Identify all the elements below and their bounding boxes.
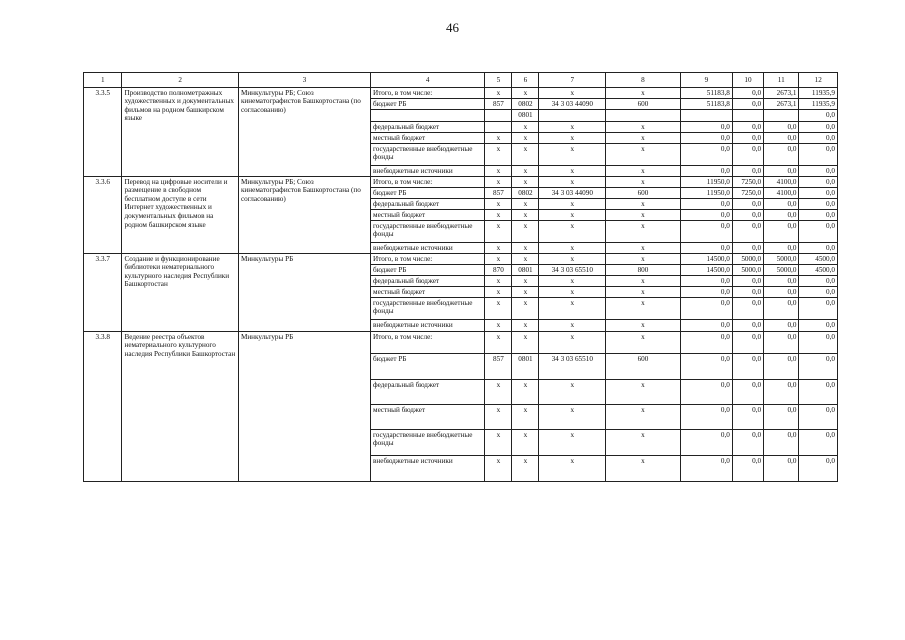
col5-cell: х [485,166,512,177]
col8-cell: х [606,177,681,188]
col7-cell: 34 3 03 44090 [539,99,606,110]
funding-source: местный бюджет [371,287,485,298]
col9-cell: 0,0 [680,320,732,332]
col11-cell: 0,0 [764,221,799,243]
col5-cell [485,122,512,133]
col7-cell: х [539,166,606,177]
col10-cell: 5000,0 [732,265,763,276]
col10-cell: 7250,0 [732,188,763,199]
col7-cell: х [539,88,606,99]
col12-cell: 0,0 [799,144,838,166]
col8-cell: х [606,133,681,144]
col6-cell: х [512,144,539,166]
col9-cell: 0,0 [680,144,732,166]
col8-cell: х [606,243,681,254]
item-number: 3.3.8 [84,332,122,482]
col10-cell: 0,0 [732,430,763,456]
col8-cell: 600 [606,99,681,110]
col7-cell: 34 3 03 65510 [539,265,606,276]
col5-cell: х [485,380,512,405]
header-cell: 7 [539,73,606,88]
col5-cell: 857 [485,354,512,380]
item-number: 3.3.6 [84,177,122,254]
funding-source: федеральный бюджет [371,276,485,287]
col10-cell: 0,0 [732,221,763,243]
col12-cell: 0,0 [799,110,838,122]
table-row [84,254,838,265]
col5-cell: х [485,254,512,265]
executor: Минкультуры РБ [238,254,370,332]
col8-cell: х [606,221,681,243]
funding-source: государственные внебюджетные фонды [371,430,485,456]
funding-source [371,110,485,122]
col12-cell: 0,0 [799,332,838,354]
header-cell: 1 [84,73,122,88]
header-cell: 3 [238,73,370,88]
col5-cell: х [485,276,512,287]
header-cell: 11 [764,73,799,88]
col11-cell: 4100,0 [764,177,799,188]
col5-cell: 870 [485,265,512,276]
col10-cell: 0,0 [732,298,763,320]
col10-cell [732,110,763,122]
col12-cell: 0,0 [799,405,838,430]
col9-cell: 0,0 [680,456,732,482]
funding-source: Итого, в том числе: [371,332,485,354]
col11-cell: 0,0 [764,332,799,354]
col10-cell: 0,0 [732,332,763,354]
col5-cell: х [485,287,512,298]
col9-cell: 0,0 [680,405,732,430]
col12-cell: 11935,9 [799,99,838,110]
funding-source: бюджет РБ [371,265,485,276]
header-cell: 10 [732,73,763,88]
col6-cell: 0801 [512,354,539,380]
header-cell: 12 [799,73,838,88]
col8-cell: х [606,144,681,166]
header-cell: 5 [485,73,512,88]
funding-source: местный бюджет [371,133,485,144]
table-row [84,332,838,354]
col10-cell: 0,0 [732,122,763,133]
col7-cell: х [539,221,606,243]
col5-cell: х [485,430,512,456]
col8-cell: 600 [606,354,681,380]
col8-cell: х [606,405,681,430]
col7-cell: х [539,456,606,482]
col7-cell: х [539,298,606,320]
col9-cell: 51183,8 [680,99,732,110]
col9-cell: 11950,0 [680,177,732,188]
header-cell: 8 [606,73,681,88]
funding-source: государственные внебюджетные фонды [371,298,485,320]
col9-cell: 0,0 [680,199,732,210]
col6-cell: х [512,133,539,144]
col6-cell: х [512,122,539,133]
col8-cell [606,110,681,122]
col8-cell: х [606,122,681,133]
col9-cell: 0,0 [680,243,732,254]
col7-cell: х [539,243,606,254]
col9-cell [680,110,732,122]
col11-cell [764,110,799,122]
col12-cell: 0,0 [799,430,838,456]
col11-cell: 0,0 [764,122,799,133]
col10-cell: 0,0 [732,99,763,110]
col5-cell: х [485,456,512,482]
col9-cell: 0,0 [680,133,732,144]
col6-cell: х [512,298,539,320]
col6-cell: х [512,430,539,456]
funding-source: внебюджетные источники [371,320,485,332]
item-number: 3.3.7 [84,254,122,332]
col6-cell: х [512,287,539,298]
col11-cell: 0,0 [764,354,799,380]
col10-cell: 7250,0 [732,177,763,188]
col12-cell: 0,0 [799,133,838,144]
col9-cell: 0,0 [680,210,732,221]
col5-cell: х [485,210,512,221]
col8-cell: х [606,430,681,456]
col11-cell: 2673,1 [764,88,799,99]
col11-cell: 0,0 [764,133,799,144]
col9-cell: 0,0 [680,354,732,380]
col9-cell: 0,0 [680,221,732,243]
col11-cell: 0,0 [764,144,799,166]
col8-cell: 800 [606,265,681,276]
col12-cell: 0,0 [799,380,838,405]
col12-cell: 11935,9 [799,88,838,99]
col5-cell: х [485,243,512,254]
col10-cell: 0,0 [732,210,763,221]
col12-cell: 0,0 [799,287,838,298]
col7-cell [539,110,606,122]
col7-cell: х [539,276,606,287]
funding-source: местный бюджет [371,210,485,221]
col11-cell: 0,0 [764,243,799,254]
col6-cell: х [512,177,539,188]
activity-name: Создание и функционирование библиотеки нематериального культурного наследия Республики Башкортостан [122,254,238,332]
col7-cell: х [539,430,606,456]
col11-cell: 0,0 [764,199,799,210]
col6-cell: х [512,276,539,287]
col11-cell: 4100,0 [764,188,799,199]
funding-source: Итого, в том числе: [371,177,485,188]
col7-cell: х [539,405,606,430]
col11-cell: 2673,1 [764,99,799,110]
col11-cell: 0,0 [764,405,799,430]
col10-cell: 0,0 [732,243,763,254]
col8-cell: 600 [606,188,681,199]
table-row [84,177,838,188]
col10-cell: 0,0 [732,380,763,405]
col5-cell: х [485,199,512,210]
col5-cell: х [485,177,512,188]
col6-cell: х [512,221,539,243]
col5-cell: 857 [485,99,512,110]
col11-cell: 0,0 [764,430,799,456]
col7-cell: х [539,320,606,332]
col12-cell: 0,0 [799,354,838,380]
funding-source: внебюджетные источники [371,456,485,482]
item-number: 3.3.5 [84,88,122,177]
col7-cell: х [539,287,606,298]
col7-cell: х [539,254,606,265]
header-cell: 6 [512,73,539,88]
col5-cell: х [485,88,512,99]
executor: Минкультуры РБ; Союз кинематографистов Башкортостана (по согласованию) [238,177,370,254]
funding-source: внебюджетные источники [371,243,485,254]
col6-cell: 0802 [512,99,539,110]
col12-cell: 0,0 [799,199,838,210]
col12-cell: 0,0 [799,320,838,332]
funding-source: бюджет РБ [371,188,485,199]
col6-cell: 0801 [512,110,539,122]
col7-cell: х [539,177,606,188]
page-number: 46 [446,20,459,35]
funding-source: бюджет РБ [371,354,485,380]
col6-cell: 0801 [512,265,539,276]
col6-cell: х [512,199,539,210]
col8-cell: х [606,332,681,354]
col6-cell: х [512,320,539,332]
executor: Минкультуры РБ [238,332,370,482]
col6-cell: х [512,405,539,430]
funding-source: государственные внебюджетные фонды [371,221,485,243]
col11-cell: 0,0 [764,276,799,287]
col6-cell: х [512,88,539,99]
activity-name: Ведение реестра объектов нематериального культурного наследия Республики Башкортостан [122,332,238,482]
funding-source: федеральный бюджет [371,380,485,405]
table-body [84,88,838,482]
col10-cell: 0,0 [732,276,763,287]
col9-cell: 0,0 [680,430,732,456]
col11-cell: 0,0 [764,166,799,177]
col5-cell: х [485,405,512,430]
col11-cell: 0,0 [764,320,799,332]
col10-cell: 0,0 [732,199,763,210]
col8-cell: х [606,276,681,287]
col7-cell: 34 3 03 65510 [539,354,606,380]
col9-cell: 0,0 [680,287,732,298]
col7-cell: х [539,380,606,405]
funding-source: государственные внебюджетные фонды [371,144,485,166]
col6-cell: х [512,456,539,482]
col10-cell: 0,0 [732,405,763,430]
col11-cell: 5000,0 [764,254,799,265]
col10-cell: 0,0 [732,287,763,298]
col9-cell: 0,0 [680,122,732,133]
executor: Минкультуры РБ; Союз кинематографистов Башкортостана (по согласованию) [238,88,370,177]
col10-cell: 0,0 [732,320,763,332]
col5-cell: х [485,133,512,144]
col7-cell: х [539,210,606,221]
budget-table [83,72,838,482]
col5-cell: х [485,320,512,332]
col11-cell: 0,0 [764,287,799,298]
activity-name: Производство полнометражных художественных и документальных фильмов на родном башкирском языке [122,88,238,177]
col10-cell: 0,0 [732,133,763,144]
col6-cell: 0802 [512,188,539,199]
col7-cell: х [539,122,606,133]
funding-source: федеральный бюджет [371,199,485,210]
col8-cell: х [606,380,681,405]
col11-cell: 0,0 [764,210,799,221]
funding-source: Итого, в том числе: [371,254,485,265]
col12-cell: 4500,0 [799,265,838,276]
col9-cell: 0,0 [680,276,732,287]
col8-cell: х [606,166,681,177]
activity-name: Перевод на цифровые носители и размещение в свободном бесплатном доступе в сети Интернет художественных и документальных фильмов на родном башкирском языке [122,177,238,254]
col12-cell: 0,0 [799,456,838,482]
col9-cell: 0,0 [680,166,732,177]
funding-source: бюджет РБ [371,99,485,110]
col5-cell: 857 [485,188,512,199]
col10-cell: 0,0 [732,88,763,99]
col10-cell: 0,0 [732,456,763,482]
col5-cell: х [485,144,512,166]
col9-cell: 0,0 [680,298,732,320]
funding-source: внебюджетные источники [371,166,485,177]
col6-cell: х [512,380,539,405]
col7-cell: х [539,332,606,354]
col11-cell: 0,0 [764,456,799,482]
col12-cell: 0,0 [799,122,838,133]
funding-source: федеральный бюджет [371,122,485,133]
funding-source: Итого, в том числе: [371,88,485,99]
col5-cell: х [485,298,512,320]
col10-cell: 0,0 [732,144,763,166]
col12-cell: 0,0 [799,243,838,254]
col12-cell: 0,0 [799,166,838,177]
col9-cell: 14500,0 [680,265,732,276]
col9-cell: 14500,0 [680,254,732,265]
header-row [84,73,838,88]
col12-cell: 0,0 [799,177,838,188]
col9-cell: 0,0 [680,380,732,405]
col6-cell: х [512,166,539,177]
col8-cell: х [606,210,681,221]
col6-cell: х [512,254,539,265]
col11-cell: 5000,0 [764,265,799,276]
col12-cell: 4500,0 [799,254,838,265]
col11-cell: 0,0 [764,380,799,405]
col12-cell: 0,0 [799,298,838,320]
header-cell: 4 [371,73,485,88]
col12-cell: 0,0 [799,276,838,287]
col8-cell: х [606,320,681,332]
col9-cell: 11950,0 [680,188,732,199]
col8-cell: х [606,88,681,99]
col6-cell: х [512,210,539,221]
col9-cell: 0,0 [680,332,732,354]
col5-cell [485,110,512,122]
funding-source: местный бюджет [371,405,485,430]
header-cell: 2 [122,73,238,88]
col8-cell: х [606,287,681,298]
col5-cell: х [485,221,512,243]
col7-cell: х [539,133,606,144]
col7-cell: х [539,144,606,166]
col11-cell: 0,0 [764,298,799,320]
col6-cell: х [512,243,539,254]
col10-cell: 0,0 [732,166,763,177]
col12-cell: 0,0 [799,188,838,199]
col6-cell: х [512,332,539,354]
col5-cell: х [485,332,512,354]
col8-cell: х [606,199,681,210]
col8-cell: х [606,456,681,482]
col7-cell: х [539,199,606,210]
col8-cell: х [606,254,681,265]
col10-cell: 5000,0 [732,254,763,265]
col10-cell: 0,0 [732,354,763,380]
table-row [84,88,838,99]
col7-cell: 34 3 03 44090 [539,188,606,199]
col9-cell: 51183,8 [680,88,732,99]
header-cell: 9 [680,73,732,88]
col12-cell: 0,0 [799,221,838,243]
col12-cell: 0,0 [799,210,838,221]
col8-cell: х [606,298,681,320]
